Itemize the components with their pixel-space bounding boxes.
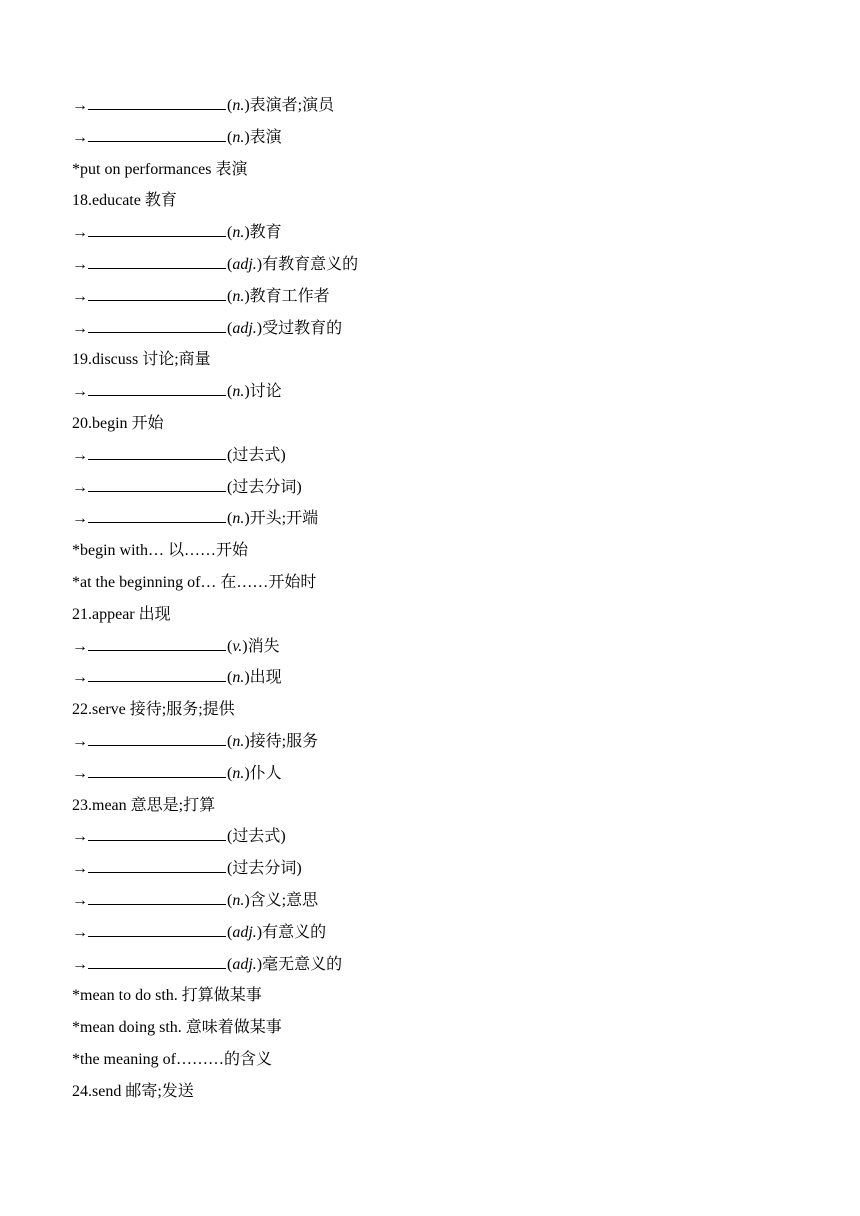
meaning-text: 教育工作者 <box>249 287 330 305</box>
answer-blank <box>88 967 226 969</box>
entry-text: *at the beginning of… 在……开始时 <box>72 573 317 591</box>
arrow-icon: → <box>72 669 88 687</box>
close-paren: ) <box>244 224 250 242</box>
entry-line <box>72 980 812 1012</box>
meaning-text: 仆人 <box>249 764 282 782</box>
answer-blank <box>88 235 226 237</box>
meaning-text: 有教育意义的 <box>262 255 359 273</box>
open-paren: ( <box>227 732 233 750</box>
open-paren: ( <box>227 319 233 337</box>
open-paren: ( <box>227 255 233 273</box>
entry-line <box>72 154 812 186</box>
arrow-icon: → <box>72 637 88 655</box>
open-paren: ( <box>227 510 233 528</box>
arrow-icon: → <box>72 319 88 337</box>
meaning-text: 开头;开端 <box>249 510 319 528</box>
entry-text: 22.serve 接待;服务;提供 <box>72 701 235 719</box>
close-paren: ) <box>256 255 263 273</box>
part-of-speech: adj. <box>232 255 257 273</box>
part-of-speech: adj. <box>232 955 257 973</box>
part-of-speech: n. <box>232 97 245 114</box>
fill-in-line <box>72 726 812 758</box>
answer-blank <box>88 267 226 269</box>
entry-line <box>72 185 812 217</box>
part-of-speech: n. <box>232 669 245 687</box>
entry-text: 20.begin 开始 <box>72 414 164 432</box>
meaning-text: 受过教育的 <box>262 319 343 337</box>
fill-in-line <box>72 440 812 472</box>
open-paren: ( <box>227 446 233 464</box>
fill-in-line <box>72 758 812 790</box>
meaning-text: 过去式) <box>232 446 286 464</box>
meaning-text: 表演者;演员 <box>249 97 335 114</box>
meaning-text: 接待;服务 <box>249 732 319 750</box>
close-paren: ) <box>256 955 263 973</box>
entry-text: 21.appear 出现 <box>72 605 171 623</box>
entry-line <box>72 1044 812 1076</box>
meaning-text: 出现 <box>249 669 282 687</box>
fill-in-line <box>72 249 812 281</box>
meaning-text: 过去式) <box>232 828 286 846</box>
close-paren: ) <box>244 764 250 782</box>
arrow-icon: → <box>72 955 88 973</box>
part-of-speech: adj. <box>232 319 257 337</box>
answer-blank <box>88 331 226 333</box>
open-paren: ( <box>227 224 233 242</box>
answer-blank <box>88 680 226 682</box>
answer-blank <box>88 490 226 492</box>
fill-in-line <box>72 472 812 504</box>
entry-text: *mean to do sth. 打算做某事 <box>72 987 262 1005</box>
fill-in-line <box>72 313 812 345</box>
fill-in-line <box>72 917 812 949</box>
meaning-text: 过去分词) <box>232 860 302 878</box>
close-paren: ) <box>244 732 250 750</box>
entry-text: *put on performances 表演 <box>72 160 248 178</box>
arrow-icon: → <box>72 891 88 909</box>
arrow-icon: → <box>72 446 88 464</box>
arrow-icon: → <box>72 383 88 401</box>
arrow-icon: → <box>72 764 88 782</box>
arrow-icon: → <box>72 97 88 114</box>
part-of-speech: n. <box>232 128 245 146</box>
entry-line <box>72 408 812 440</box>
fill-in-line <box>72 90 812 122</box>
meaning-text: 毫无意义的 <box>262 955 343 973</box>
close-paren: ) <box>244 97 250 114</box>
entry-line <box>72 344 812 376</box>
meaning-text: 讨论 <box>249 383 282 401</box>
entry-line <box>72 567 812 599</box>
fill-in-line <box>72 821 812 853</box>
entry-line <box>72 535 812 567</box>
close-paren: ) <box>256 319 263 337</box>
entry-line <box>72 694 812 726</box>
arrow-icon: → <box>72 923 88 941</box>
open-paren: ( <box>227 478 233 496</box>
answer-blank <box>88 649 226 651</box>
entry-text: *begin with… 以……开始 <box>72 542 248 560</box>
arrow-icon: → <box>72 128 88 146</box>
open-paren: ( <box>227 955 233 973</box>
entry-text: 23.mean 意思是;打算 <box>72 796 216 814</box>
entry-text: 24.send 邮寄;发送 <box>72 1082 194 1100</box>
entry-line <box>72 1076 812 1108</box>
meaning-text: 教育 <box>249 224 282 242</box>
answer-blank <box>88 776 226 778</box>
arrow-icon: → <box>72 510 88 528</box>
answer-blank <box>88 140 226 142</box>
open-paren: ( <box>227 128 233 146</box>
fill-in-line <box>72 853 812 885</box>
arrow-icon: → <box>72 860 88 878</box>
answer-blank <box>88 299 226 301</box>
arrow-icon: → <box>72 478 88 496</box>
arrow-icon: → <box>72 732 88 750</box>
meaning-text: 过去分词) <box>232 478 302 496</box>
meaning-text: 含义;意思 <box>249 891 319 909</box>
entry-line <box>72 1012 812 1044</box>
meaning-text: 消失 <box>247 637 280 655</box>
entry-line <box>72 790 812 822</box>
fill-in-line <box>72 631 812 663</box>
fill-in-line <box>72 949 812 981</box>
open-paren: ( <box>227 637 233 655</box>
answer-blank <box>88 521 226 523</box>
fill-in-line <box>72 662 812 694</box>
answer-blank <box>88 935 226 937</box>
close-paren: ) <box>244 287 250 305</box>
arrow-icon: → <box>72 224 88 242</box>
meaning-text: 有意义的 <box>262 923 327 941</box>
open-paren: ( <box>227 764 233 782</box>
part-of-speech: n. <box>232 287 245 305</box>
fill-in-line <box>72 885 812 917</box>
fill-in-line <box>72 376 812 408</box>
part-of-speech: n. <box>232 891 245 909</box>
close-paren: ) <box>244 891 250 909</box>
open-paren: ( <box>227 287 233 305</box>
fill-in-line <box>72 281 812 313</box>
entry-text: *the meaning of………的含义 <box>72 1050 272 1068</box>
close-paren: ) <box>244 510 250 528</box>
arrow-icon: → <box>72 828 88 846</box>
open-paren: ( <box>227 860 233 878</box>
part-of-speech: adj. <box>232 923 257 941</box>
part-of-speech: n. <box>232 224 245 242</box>
part-of-speech: n. <box>232 732 245 750</box>
fill-in-line <box>72 503 812 535</box>
part-of-speech: n. <box>232 510 245 528</box>
open-paren: ( <box>227 891 233 909</box>
answer-blank <box>88 744 226 746</box>
open-paren: ( <box>227 828 233 846</box>
answer-blank <box>88 839 226 841</box>
open-paren: ( <box>227 383 233 401</box>
answer-blank <box>88 871 226 873</box>
close-paren: ) <box>244 383 250 401</box>
fill-in-line <box>72 217 812 249</box>
part-of-speech: v. <box>232 637 243 655</box>
close-paren: ) <box>244 669 250 687</box>
open-paren: ( <box>227 97 233 114</box>
entry-text: 18.educate 教育 <box>72 192 177 210</box>
answer-blank <box>88 903 226 905</box>
part-of-speech: n. <box>232 764 245 782</box>
meaning-text: 表演 <box>249 128 282 146</box>
fill-in-line <box>72 122 812 154</box>
arrow-icon: → <box>72 255 88 273</box>
close-paren: ) <box>244 128 250 146</box>
close-paren: ) <box>256 923 263 941</box>
close-paren: ) <box>242 637 248 655</box>
vocabulary-list <box>72 90 812 1108</box>
answer-blank <box>88 458 226 460</box>
part-of-speech: n. <box>232 383 245 401</box>
entry-text: 19.discuss 讨论;商量 <box>72 351 211 369</box>
arrow-icon: → <box>72 287 88 305</box>
entry-line <box>72 599 812 631</box>
open-paren: ( <box>227 669 233 687</box>
entry-text: *mean doing sth. 意味着做某事 <box>72 1019 282 1037</box>
open-paren: ( <box>227 923 233 941</box>
answer-blank <box>88 394 226 396</box>
answer-blank <box>88 108 226 110</box>
